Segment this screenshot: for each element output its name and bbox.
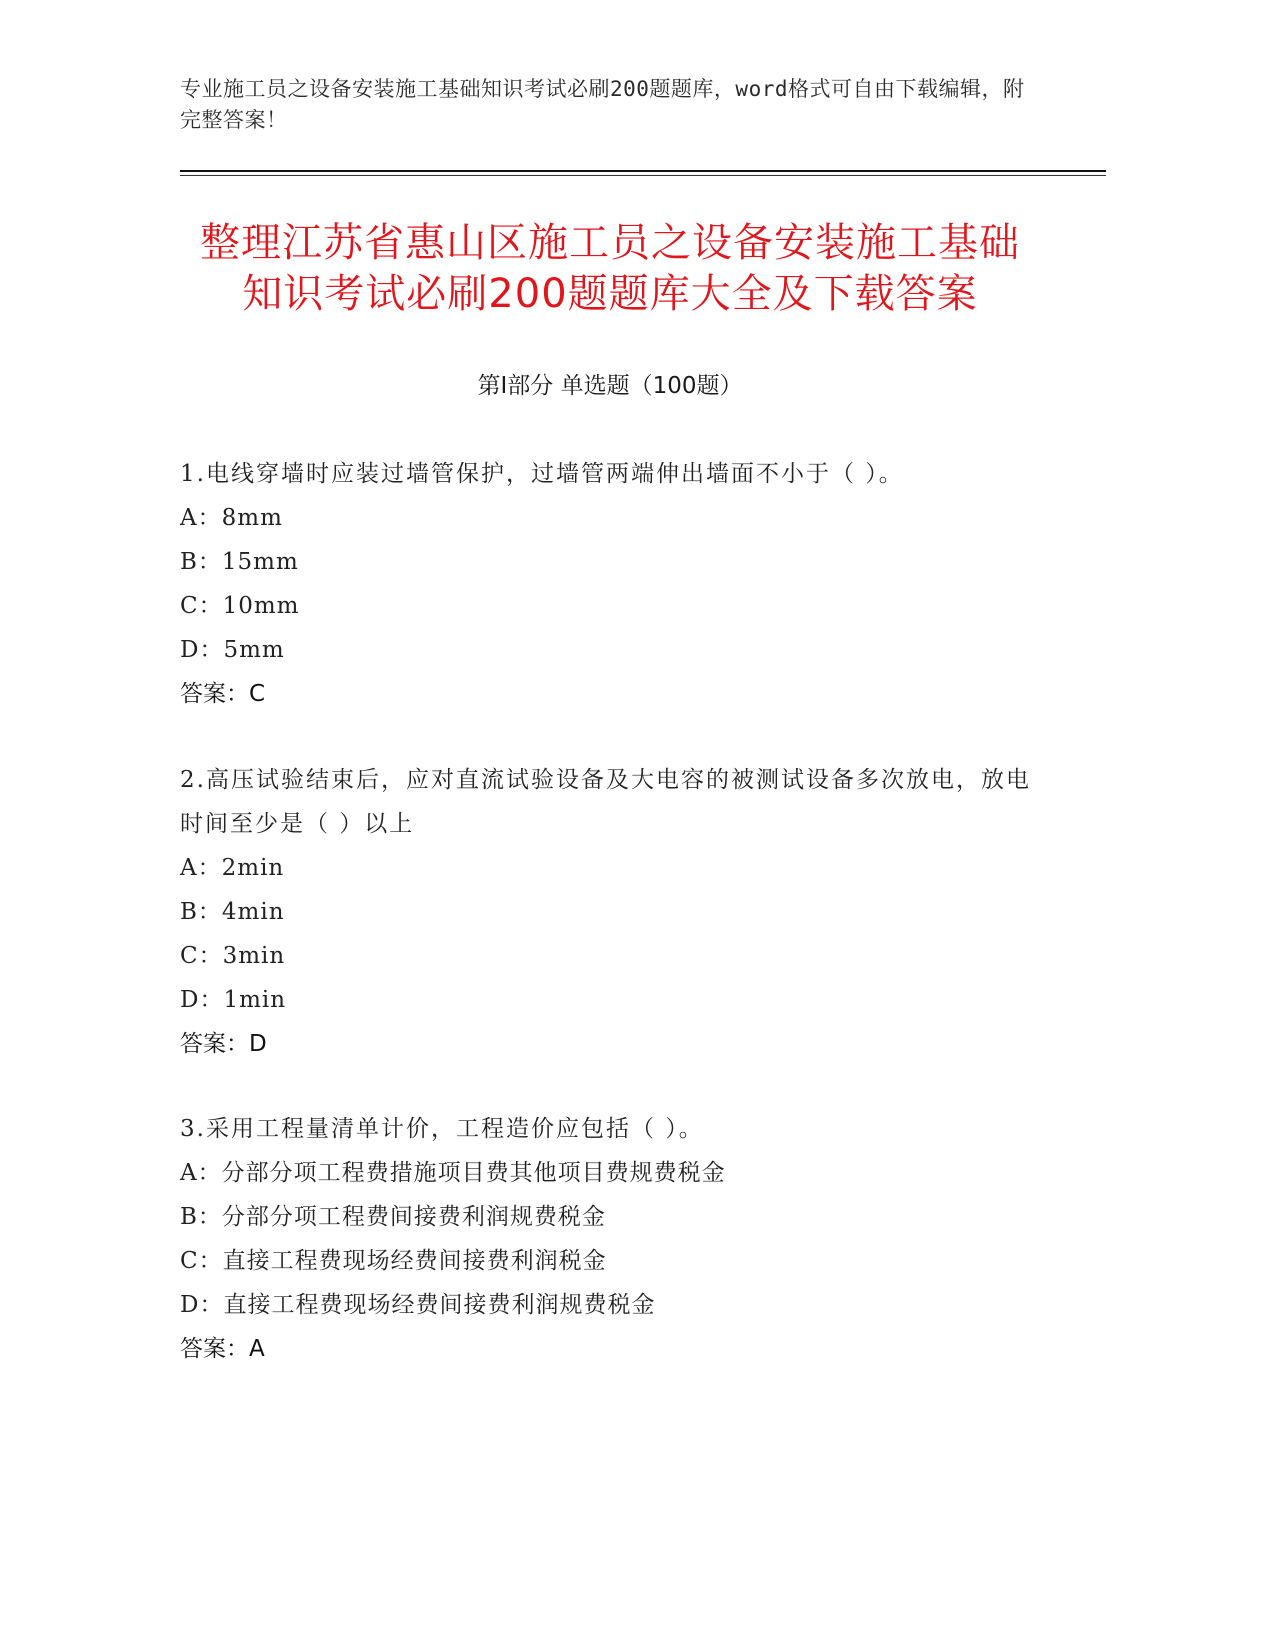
option-c xyxy=(180,1239,1040,1283)
document-title: 整理江苏省惠山区施工员之设备安装施工基础知识考试必刷200题题库大全及下载答案 xyxy=(200,220,1020,317)
question-text: 1.电线穿墙时应装过墙管保护，过墙管两端伸出墙面不小于（ ）。 xyxy=(180,461,904,487)
option-letter: B： xyxy=(180,899,222,925)
answer-line: 答案：D xyxy=(180,1031,267,1057)
option-text: 10mm xyxy=(222,593,300,619)
option-b xyxy=(180,1195,1040,1239)
question-2 xyxy=(180,758,1040,1066)
section-title: 第Ⅰ部分 单选题（100题） xyxy=(477,373,743,399)
question-text: 3.采用工程量清单计价，工程造价应包括（ ）。 xyxy=(180,1116,704,1142)
option-text: 5mm xyxy=(223,637,285,663)
option-letter: A： xyxy=(180,1160,222,1186)
option-text: 15mm xyxy=(221,549,299,575)
option-letter: D： xyxy=(180,987,224,1013)
option-a xyxy=(180,846,1040,890)
option-a xyxy=(180,496,1040,540)
option-letter: A： xyxy=(180,505,222,531)
option-c xyxy=(180,934,1040,978)
option-a xyxy=(180,1151,1040,1195)
question-3 xyxy=(180,1107,1040,1371)
option-b xyxy=(180,890,1040,934)
option-text: 直接工程费现场经费间接费利润税金 xyxy=(222,1248,607,1274)
question-text: 2.高压试验结束后，应对直流试验设备及大电容的被测试设备多次放电，放电时间至少是（ ）以上 xyxy=(180,767,1031,837)
option-d xyxy=(180,978,1040,1022)
answer-line: 答案：A xyxy=(180,1336,265,1362)
option-text: 2min xyxy=(221,855,285,881)
option-letter: D： xyxy=(180,1292,224,1318)
option-text: 3min xyxy=(222,943,286,969)
question-1 xyxy=(180,452,1040,716)
header-divider-thick xyxy=(180,170,1106,172)
option-letter: C： xyxy=(180,593,223,619)
option-letter: C： xyxy=(180,943,223,969)
option-text: 分部分项工程费措施项目费其他项目费规费税金 xyxy=(221,1160,726,1186)
header-note: 专业施工员之设备安装施工基础知识考试必刷200题题库，word格式可自由下载编辑，附完整答案！ xyxy=(180,77,1025,132)
option-text: 8mm xyxy=(221,505,283,531)
option-d xyxy=(180,1283,1040,1327)
option-b xyxy=(180,540,1040,584)
option-letter: D： xyxy=(180,637,224,663)
option-text: 直接工程费现场经费间接费利润规费税金 xyxy=(223,1292,656,1318)
option-text: 4min xyxy=(221,899,285,925)
option-c xyxy=(180,584,1040,628)
option-letter: C： xyxy=(180,1248,223,1274)
option-letter: B： xyxy=(180,1204,222,1230)
option-d xyxy=(180,628,1040,672)
option-letter: B： xyxy=(180,549,222,575)
option-text: 分部分项工程费间接费利润规费税金 xyxy=(221,1204,606,1230)
option-letter: A： xyxy=(180,855,222,881)
header-divider-thin xyxy=(180,175,1106,176)
option-text: 1min xyxy=(223,987,287,1013)
answer-line: 答案：C xyxy=(180,681,266,707)
